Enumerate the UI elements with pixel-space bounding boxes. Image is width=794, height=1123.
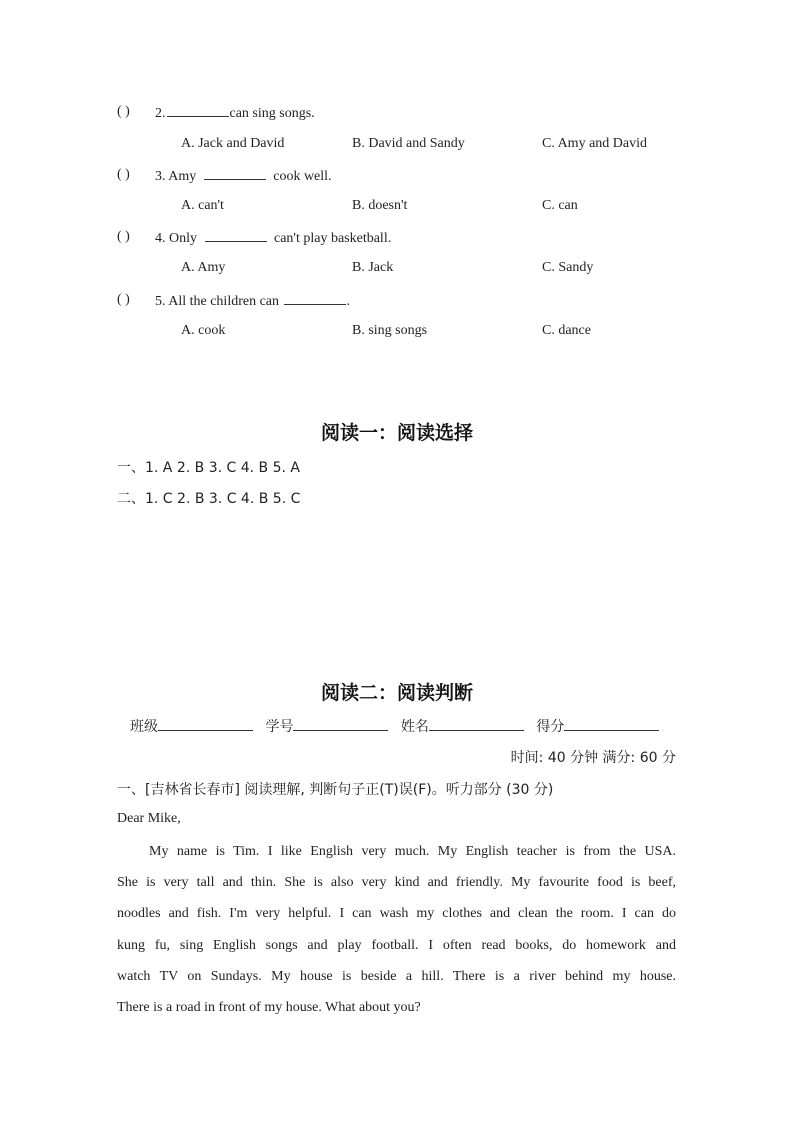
- score-field[interactable]: [564, 718, 659, 731]
- option-b: B. Jack: [352, 260, 394, 275]
- time-and-score: 时间: 40 分钟 满分: 60 分: [510, 750, 676, 766]
- option-b: B. doesn't: [352, 198, 408, 213]
- passage-line: She is very tall and thin. She is also very kind and friendly. My favourite food is beef,: [117, 875, 676, 891]
- option-c: C. Amy and David: [542, 136, 647, 151]
- option-a: A. Amy: [181, 260, 226, 275]
- question-text: 5. All the children can .: [155, 294, 351, 309]
- answer-bracket[interactable]: ( ): [117, 104, 130, 119]
- question-text: 2. can sing songs.: [155, 106, 315, 121]
- id-label: 学号: [265, 719, 294, 735]
- name-field[interactable]: [429, 718, 524, 731]
- answer-blank: [167, 104, 229, 117]
- answer-blank: [284, 292, 346, 305]
- passage-line: noodles and fish. I'm very helpful. I can wash my clothes and clean the room. I can do: [117, 906, 676, 922]
- answer-bracket[interactable]: ( ): [117, 229, 130, 244]
- answer-blank: [204, 167, 266, 180]
- answer-key-line-2: 二、1. C 2. B 3. C 4. B 5. C: [117, 491, 301, 507]
- option-a: A. can't: [181, 198, 224, 213]
- class-label: 班级: [130, 719, 158, 735]
- student-info-row: [130, 716, 659, 736]
- passage-line: kung fu, sing English songs and play football. I often read books, do homework and: [117, 937, 676, 953]
- score-label: 得分: [536, 719, 565, 735]
- option-c: C. dance: [542, 323, 591, 338]
- section-title-reading-choice: 阅读一：阅读选择: [320, 422, 473, 444]
- section-title-reading-judgment: 阅读二：阅读判断: [320, 682, 473, 704]
- option-b: B. sing songs: [352, 323, 428, 338]
- passage-line: My name is Tim. I like English very much. My English teacher is from the USA.: [149, 844, 676, 859]
- answer-key-line-1: 一、1. A 2. B 3. C 4. B 5. A: [117, 460, 300, 476]
- option-c: C. Sandy: [542, 260, 594, 275]
- instruction: 一、[吉林省长春市] 阅读理解, 判断句子正(T)误(F)。听力部分 (30 分): [117, 782, 554, 798]
- question-text: 3. Amy cook well.: [155, 169, 332, 184]
- option-a: A. cook: [181, 323, 226, 338]
- answer-bracket[interactable]: ( ): [117, 292, 130, 307]
- answer-blank: [205, 229, 267, 242]
- class-field[interactable]: [158, 718, 253, 731]
- letter-passage: [117, 836, 676, 1023]
- option-a: A. Jack and David: [181, 136, 285, 151]
- option-c: C. can: [542, 198, 578, 213]
- answer-bracket[interactable]: ( ): [117, 167, 130, 182]
- id-field[interactable]: [293, 718, 388, 731]
- name-label: 姓名: [400, 719, 429, 735]
- letter-salutation: Dear Mike,: [117, 811, 181, 826]
- option-b: B. David and Sandy: [352, 136, 465, 151]
- passage-line: watch TV on Sundays. My house is beside a hill. There is a river behind my house.: [117, 968, 676, 984]
- passage-line: There is a road in front of my house. What about you?: [117, 999, 421, 1015]
- question-text: 4. Only can't play basketball.: [155, 231, 392, 246]
